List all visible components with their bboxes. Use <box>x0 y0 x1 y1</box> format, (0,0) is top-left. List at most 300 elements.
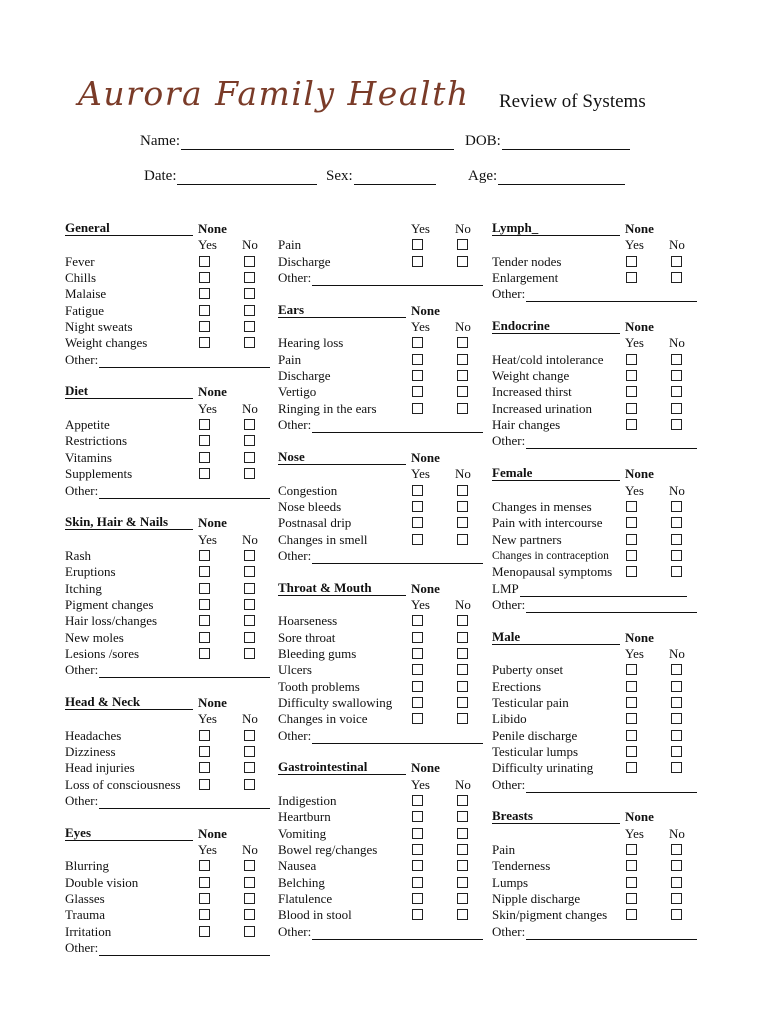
no-checkbox[interactable] <box>671 713 682 724</box>
symptom-label: Pain <box>278 237 302 253</box>
section-ears <box>278 286 483 433</box>
yes-checkbox[interactable] <box>412 534 423 545</box>
no-checkbox[interactable] <box>457 909 468 920</box>
no-checkbox[interactable] <box>457 354 468 365</box>
section-female <box>492 450 697 613</box>
section-male <box>492 613 697 793</box>
no-checkbox[interactable] <box>457 386 468 397</box>
no-checkbox[interactable] <box>671 419 682 430</box>
symptom-label: Pain <box>492 842 516 858</box>
no-checkbox[interactable] <box>244 779 255 790</box>
other-label: Other: <box>65 351 99 367</box>
symptom-label: Hearing loss <box>278 335 344 351</box>
yes-checkbox[interactable] <box>412 828 423 839</box>
symptom-label: Vitamins <box>65 449 112 465</box>
symptom-label: Vomiting <box>278 825 327 841</box>
no-checkbox[interactable] <box>457 485 468 496</box>
sex-input-line[interactable] <box>354 170 436 185</box>
section-title: Male <box>492 630 620 645</box>
yes-checkbox[interactable] <box>199 305 210 316</box>
symptom-label: Indigestion <box>278 793 337 809</box>
no-checkbox[interactable] <box>457 239 468 250</box>
no-checkbox[interactable] <box>671 844 682 855</box>
yes-label: Yes <box>411 466 430 482</box>
yes-checkbox[interactable] <box>199 926 210 937</box>
symptom-row-testicular-pain <box>492 695 697 711</box>
yes-checkbox[interactable] <box>199 648 210 659</box>
no-checkbox[interactable] <box>671 501 682 512</box>
no-checkbox[interactable] <box>457 501 468 512</box>
yes-checkbox[interactable] <box>412 370 423 381</box>
no-checkbox[interactable] <box>244 419 255 430</box>
yes-checkbox[interactable] <box>626 893 637 904</box>
symptom-label: Testicular pain <box>492 694 569 710</box>
symptom-row-discharge <box>278 254 483 270</box>
symptom-row-difficulty-urinating <box>492 760 697 776</box>
symptom-label: Eruptions <box>65 564 116 580</box>
no-checkbox[interactable] <box>457 256 468 267</box>
no-checkbox[interactable] <box>244 256 255 267</box>
no-checkbox[interactable] <box>457 403 468 414</box>
section-nose <box>278 433 483 564</box>
yes-checkbox[interactable] <box>626 762 637 773</box>
no-checkbox[interactable] <box>244 909 255 920</box>
no-checkbox[interactable] <box>244 272 255 283</box>
yes-checkbox[interactable] <box>199 779 210 790</box>
no-checkbox[interactable] <box>244 305 255 316</box>
yes-checkbox[interactable] <box>412 648 423 659</box>
symptom-label: Postnasal drip <box>278 515 352 531</box>
no-checkbox[interactable] <box>244 615 255 626</box>
none-label: None <box>411 449 440 465</box>
yes-checkbox[interactable] <box>412 860 423 871</box>
no-checkbox[interactable] <box>457 648 468 659</box>
section-gap <box>278 744 483 760</box>
section-gap <box>492 303 697 319</box>
symptom-label: Sore throat <box>278 629 336 645</box>
no-checkbox[interactable] <box>457 615 468 626</box>
yes-label: Yes <box>411 221 430 236</box>
yes-checkbox[interactable] <box>199 893 210 904</box>
yes-checkbox[interactable] <box>626 354 637 365</box>
no-label: No <box>242 237 258 253</box>
no-checkbox[interactable] <box>244 877 255 888</box>
no-checkbox[interactable] <box>457 877 468 888</box>
yes-checkbox[interactable] <box>412 795 423 806</box>
yes-checkbox[interactable] <box>412 632 423 643</box>
no-checkbox[interactable] <box>671 746 682 757</box>
no-checkbox[interactable] <box>457 681 468 692</box>
no-checkbox[interactable] <box>671 256 682 267</box>
symptom-label: Hoarseness <box>278 613 338 629</box>
section-header-ears <box>278 303 483 319</box>
no-label: No <box>669 645 685 661</box>
no-checkbox[interactable] <box>457 370 468 381</box>
yes-checkbox[interactable] <box>412 615 423 626</box>
yes-no-header <box>492 646 697 662</box>
section-title: Gastrointestinal <box>278 760 406 775</box>
column-1 <box>65 221 270 956</box>
symptom-label: New partners <box>492 531 562 547</box>
none-label: None <box>411 302 440 318</box>
yes-checkbox[interactable] <box>199 435 210 446</box>
symptom-label: Headaches <box>65 727 122 743</box>
none-label: None <box>625 466 654 482</box>
yes-checkbox[interactable] <box>199 566 210 577</box>
no-checkbox[interactable] <box>244 583 255 594</box>
no-checkbox[interactable] <box>244 893 255 904</box>
other-field[interactable] <box>65 483 270 499</box>
no-checkbox[interactable] <box>671 403 682 414</box>
column-2 <box>278 221 483 940</box>
yes-checkbox[interactable] <box>626 256 637 267</box>
no-label: No <box>455 466 471 482</box>
dob-field[interactable] <box>465 133 630 150</box>
no-checkbox[interactable] <box>457 697 468 708</box>
no-checkbox[interactable] <box>671 893 682 904</box>
no-checkbox[interactable] <box>244 762 255 773</box>
symptom-row-lumps <box>492 875 697 891</box>
symptom-label: Testicular lumps <box>492 744 579 759</box>
no-checkbox[interactable] <box>671 550 682 561</box>
no-checkbox[interactable] <box>671 517 682 528</box>
other-label: Other: <box>278 270 312 286</box>
yes-checkbox[interactable] <box>412 337 423 348</box>
no-checkbox[interactable] <box>244 288 255 299</box>
yes-checkbox[interactable] <box>626 909 637 920</box>
none-label: None <box>411 580 440 596</box>
section-title: Diet <box>65 384 193 399</box>
yes-checkbox[interactable] <box>199 909 210 920</box>
no-checkbox[interactable] <box>244 321 255 332</box>
yes-checkbox[interactable] <box>199 860 210 871</box>
yes-checkbox[interactable] <box>626 713 637 724</box>
no-label: No <box>455 319 471 335</box>
other-label: Other: <box>278 727 312 743</box>
no-checkbox[interactable] <box>457 713 468 724</box>
symptom-row-itching <box>65 581 270 597</box>
symptom-row-hearing-loss <box>278 335 483 351</box>
yes-checkbox[interactable] <box>199 632 210 643</box>
yes-checkbox[interactable] <box>199 337 210 348</box>
no-checkbox[interactable] <box>244 452 255 463</box>
yes-checkbox[interactable] <box>199 468 210 479</box>
symptom-row-libido <box>492 711 697 727</box>
no-checkbox[interactable] <box>457 828 468 839</box>
no-checkbox[interactable] <box>671 877 682 888</box>
no-checkbox[interactable] <box>457 632 468 643</box>
other-field[interactable] <box>278 548 483 564</box>
yes-checkbox[interactable] <box>199 419 210 430</box>
yes-checkbox[interactable] <box>199 256 210 267</box>
yes-checkbox[interactable] <box>199 730 210 741</box>
yes-checkbox[interactable] <box>199 583 210 594</box>
no-checkbox[interactable] <box>457 534 468 545</box>
symptom-row-eruptions <box>65 564 270 580</box>
symptom-row-malaise <box>65 286 270 302</box>
yes-label: Yes <box>625 237 644 253</box>
dob-input-line[interactable] <box>502 135 630 150</box>
yes-no-header <box>492 237 697 253</box>
symptom-label: Congestion <box>278 482 338 498</box>
other-field[interactable] <box>492 597 697 613</box>
other-label: Other: <box>492 596 526 612</box>
symptom-label: Fatigue <box>65 302 104 318</box>
other-label: Other: <box>492 433 526 449</box>
symptom-row-pain <box>492 842 697 858</box>
yes-no-header <box>492 826 697 842</box>
yes-checkbox[interactable] <box>626 877 637 888</box>
yes-checkbox[interactable] <box>626 517 637 528</box>
no-checkbox[interactable] <box>244 632 255 643</box>
symptom-row-menopausal-symptoms <box>492 564 697 580</box>
no-checkbox[interactable] <box>244 746 255 757</box>
other-field[interactable] <box>492 924 697 940</box>
yes-checkbox[interactable] <box>412 354 423 365</box>
no-checkbox[interactable] <box>671 534 682 545</box>
no-checkbox[interactable] <box>457 893 468 904</box>
yes-checkbox[interactable] <box>412 386 423 397</box>
yes-checkbox[interactable] <box>199 550 210 561</box>
yes-checkbox[interactable] <box>199 615 210 626</box>
other-field[interactable] <box>65 352 270 368</box>
section-header-endocrine <box>492 319 697 335</box>
other-field[interactable] <box>278 417 483 433</box>
symptom-row-supplements <box>65 466 270 482</box>
yes-checkbox[interactable] <box>199 599 210 610</box>
other-field[interactable] <box>65 793 270 809</box>
symptom-row-fever <box>65 254 270 270</box>
no-checkbox[interactable] <box>671 860 682 871</box>
yes-checkbox[interactable] <box>412 844 423 855</box>
yes-label: Yes <box>625 825 644 841</box>
yes-checkbox[interactable] <box>412 909 423 920</box>
none-label: None <box>198 825 227 841</box>
no-checkbox[interactable] <box>244 550 255 561</box>
no-checkbox[interactable] <box>244 730 255 741</box>
section-gap <box>278 286 483 302</box>
other-label: Other: <box>492 286 526 302</box>
yes-checkbox[interactable] <box>199 272 210 283</box>
no-label: No <box>669 335 685 351</box>
section-header-throat-mouth <box>278 581 483 597</box>
name-input-line[interactable] <box>181 135 454 150</box>
no-checkbox[interactable] <box>671 681 682 692</box>
no-checkbox[interactable] <box>457 664 468 675</box>
section-continued <box>278 221 483 286</box>
yes-checkbox[interactable] <box>412 403 423 414</box>
name-label: Name: <box>140 133 180 149</box>
symptom-label: New moles <box>65 629 124 645</box>
no-checkbox[interactable] <box>244 926 255 937</box>
symptom-row-discharge <box>278 368 483 384</box>
section-header-continued <box>278 221 483 237</box>
yes-checkbox[interactable] <box>412 485 423 496</box>
symptom-row-bleeding-gums <box>278 646 483 662</box>
column-3 <box>492 221 697 940</box>
yes-checkbox[interactable] <box>626 697 637 708</box>
no-checkbox[interactable] <box>244 599 255 610</box>
no-checkbox[interactable] <box>671 370 682 381</box>
section-endocrine <box>492 303 697 450</box>
symptom-row-new-partners <box>492 532 697 548</box>
section-title: Endocrine <box>492 319 620 334</box>
no-checkbox[interactable] <box>244 435 255 446</box>
symptom-label: Pain <box>278 351 302 367</box>
yes-checkbox[interactable] <box>199 746 210 757</box>
other-label: Other: <box>492 776 526 792</box>
no-checkbox[interactable] <box>671 386 682 397</box>
symptom-label: Hair changes <box>492 417 561 433</box>
age-input-line[interactable] <box>498 170 625 185</box>
section-gap <box>65 499 270 515</box>
other-label: Other: <box>492 923 526 939</box>
symptom-row-hair-changes <box>492 417 697 433</box>
symptom-label: Heartburn <box>278 809 331 825</box>
yes-checkbox[interactable] <box>412 664 423 675</box>
yes-checkbox[interactable] <box>199 762 210 773</box>
other-field[interactable] <box>492 286 697 302</box>
yes-checkbox[interactable] <box>626 730 637 741</box>
no-checkbox[interactable] <box>671 909 682 920</box>
yes-checkbox[interactable] <box>626 844 637 855</box>
symptom-label: Night sweats <box>65 319 133 335</box>
yes-label: Yes <box>625 482 644 498</box>
section-title: Female <box>492 466 620 481</box>
yes-checkbox[interactable] <box>412 256 423 267</box>
other-field[interactable] <box>492 433 697 449</box>
section-header-eyes <box>65 826 270 842</box>
other-label: Other: <box>65 793 99 809</box>
other-field[interactable] <box>278 924 483 940</box>
no-label: No <box>669 237 685 253</box>
yes-checkbox[interactable] <box>412 517 423 528</box>
lmp-field[interactable] <box>492 581 697 597</box>
symptom-row-belching <box>278 875 483 891</box>
no-checkbox[interactable] <box>457 811 468 822</box>
yes-label: Yes <box>411 319 430 335</box>
no-checkbox[interactable] <box>671 664 682 675</box>
yes-checkbox[interactable] <box>412 713 423 724</box>
symptom-row-new-moles <box>65 630 270 646</box>
yes-label: Yes <box>625 645 644 661</box>
yes-checkbox[interactable] <box>412 239 423 250</box>
symptom-label: Lumps <box>492 874 529 890</box>
yes-checkbox[interactable] <box>626 370 637 381</box>
yes-checkbox[interactable] <box>626 386 637 397</box>
symptom-label: Restrictions <box>65 433 128 449</box>
none-label: None <box>625 629 654 645</box>
symptom-row-heat-cold-intolerance <box>492 352 697 368</box>
yes-checkbox[interactable] <box>626 501 637 512</box>
no-checkbox[interactable] <box>457 337 468 348</box>
yes-checkbox[interactable] <box>626 419 637 430</box>
no-checkbox[interactable] <box>457 517 468 528</box>
yes-checkbox[interactable] <box>626 746 637 757</box>
yes-checkbox[interactable] <box>412 877 423 888</box>
section-header-head-neck <box>65 695 270 711</box>
symptom-label: Ulcers <box>278 662 312 678</box>
no-checkbox[interactable] <box>244 860 255 871</box>
symptom-label: Changes in contraception <box>492 549 609 562</box>
yes-checkbox[interactable] <box>626 860 637 871</box>
yes-checkbox[interactable] <box>626 566 637 577</box>
yes-checkbox[interactable] <box>412 811 423 822</box>
other-field[interactable] <box>278 270 483 286</box>
section-header-skin-hair-nails <box>65 515 270 531</box>
yes-checkbox[interactable] <box>199 877 210 888</box>
no-label: No <box>242 400 258 416</box>
yes-checkbox[interactable] <box>626 272 637 283</box>
symptom-label: Changes in voice <box>278 711 368 727</box>
section-title: Head & Neck <box>65 695 193 710</box>
sex-field[interactable] <box>326 168 436 185</box>
no-checkbox[interactable] <box>244 468 255 479</box>
name-field[interactable] <box>140 133 454 150</box>
no-checkbox[interactable] <box>671 697 682 708</box>
symptom-row-sore-throat <box>278 630 483 646</box>
other-field[interactable] <box>278 728 483 744</box>
yes-checkbox[interactable] <box>199 452 210 463</box>
symptom-label: Tooth problems <box>278 678 360 694</box>
yes-checkbox[interactable] <box>626 664 637 675</box>
symptom-row-pigment-changes <box>65 597 270 613</box>
date-input-line[interactable] <box>177 170 317 185</box>
no-checkbox[interactable] <box>244 648 255 659</box>
yes-checkbox[interactable] <box>626 403 637 414</box>
no-checkbox[interactable] <box>671 762 682 773</box>
yes-checkbox[interactable] <box>412 681 423 692</box>
yes-checkbox[interactable] <box>626 534 637 545</box>
no-checkbox[interactable] <box>244 566 255 577</box>
symptom-label: Flatulence <box>278 891 333 907</box>
yes-checkbox[interactable] <box>199 321 210 332</box>
other-label: Other: <box>65 662 99 678</box>
yes-checkbox[interactable] <box>412 501 423 512</box>
age-field[interactable] <box>468 168 625 185</box>
no-checkbox[interactable] <box>671 730 682 741</box>
sex-label: Sex: <box>326 168 353 184</box>
other-field[interactable] <box>492 777 697 793</box>
other-field[interactable] <box>65 940 270 956</box>
section-gastrointestinal <box>278 744 483 940</box>
symptom-label: Glasses <box>65 891 105 907</box>
section-title: Throat & Mouth <box>278 581 406 596</box>
yes-checkbox[interactable] <box>626 681 637 692</box>
yes-checkbox[interactable] <box>412 697 423 708</box>
yes-checkbox[interactable] <box>199 288 210 299</box>
other-field[interactable] <box>65 662 270 678</box>
symptom-row-headaches <box>65 728 270 744</box>
symptom-row-nose-bleeds <box>278 499 483 515</box>
yes-checkbox[interactable] <box>626 550 637 561</box>
no-checkbox[interactable] <box>457 844 468 855</box>
no-checkbox[interactable] <box>457 860 468 871</box>
no-checkbox[interactable] <box>457 795 468 806</box>
no-checkbox[interactable] <box>671 566 682 577</box>
yes-checkbox[interactable] <box>412 893 423 904</box>
no-label: No <box>242 842 258 858</box>
no-checkbox[interactable] <box>671 354 682 365</box>
no-checkbox[interactable] <box>671 272 682 283</box>
date-field[interactable] <box>144 168 317 185</box>
no-checkbox[interactable] <box>244 337 255 348</box>
symptom-row-bowel-reg-changes <box>278 842 483 858</box>
section-throat-mouth <box>278 564 483 744</box>
symptom-row-testicular-lumps <box>492 744 697 760</box>
symptom-label: Erections <box>492 678 542 694</box>
symptom-label: Hair loss/changes <box>65 613 158 629</box>
